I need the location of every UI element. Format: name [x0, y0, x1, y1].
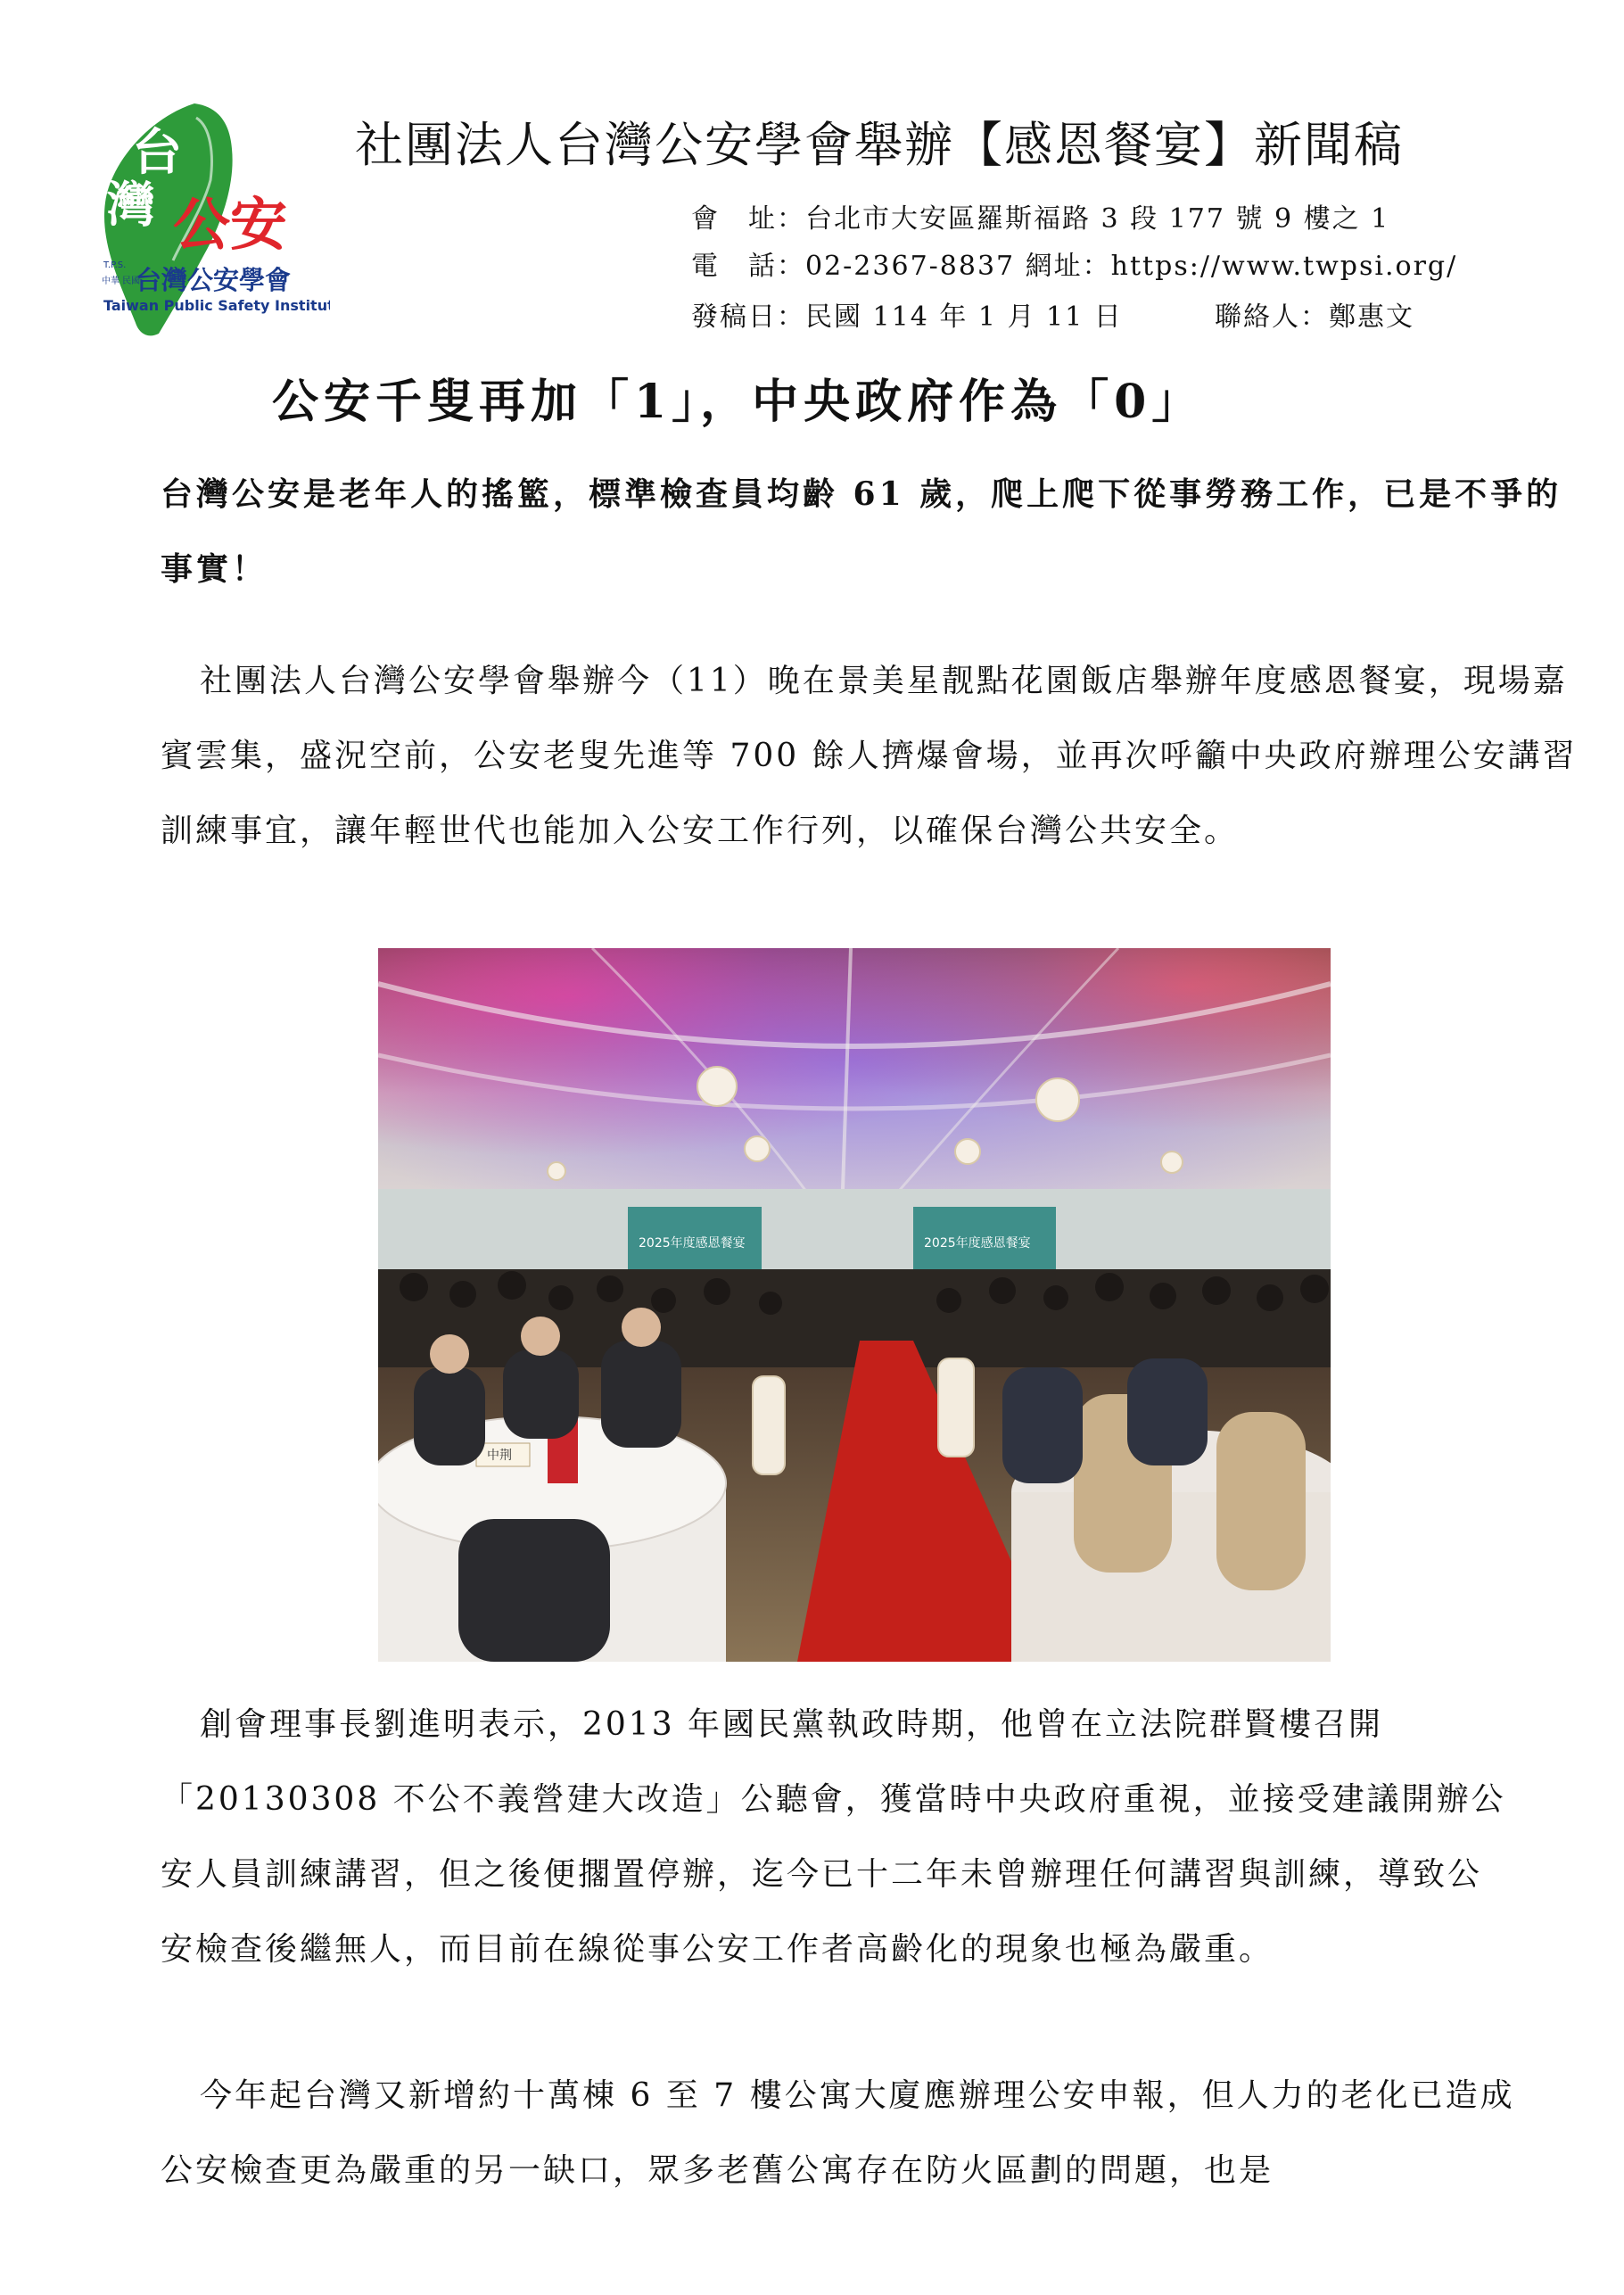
table-name-card: 中荆: [487, 1449, 512, 1463]
logo-text-tps: T.P.S.: [103, 260, 127, 270]
document-title: 社團法人台灣公安學會舉辦【感恩餐宴】新聞稿: [355, 117, 1404, 173]
logo-text-tai: 台: [132, 123, 182, 182]
article-paragraph: 社團法人台灣公安學會舉辦今（11）晚在景美星靓點花園飯店舉辦年度感恩餐宴，現場嘉賓雲集，盛況空前，公安老叟先進等 700 餘人擠爆會場，並再次呼籲中央政府辦理公安講習訓練事宜，讓年輕世代也能加入公安工作行列，以確保台灣公共安全。: [161, 663, 1578, 849]
stage-screen-right: 2025年度感恩餐宴: [924, 1236, 1031, 1251]
contact-address: 會 址：台北市大安區羅斯福路 3 段 177 號 9 樓之 1: [691, 203, 1390, 235]
article-paragraph: 今年起台灣又新增約十萬棟 6 至 7 樓公寓大廈應辦理公安申報，但人力的老化已造成公安檢查更為嚴重的另一缺口，眾多老舊公寓存在防火區劃的問題，也是: [161, 2077, 1515, 2189]
organization-logo: [96, 100, 330, 341]
contact-phone-website: 電 話：02-2367-8837 網址：https://www.twpsi.org/: [691, 251, 1458, 282]
contact-person: 聯絡人：鄭惠文: [1215, 301, 1414, 333]
stage-screen-left: 2025年度感恩餐宴: [639, 1236, 746, 1251]
logo-text-society: 台灣公安學會: [136, 265, 292, 295]
banquet-photo: [378, 948, 1331, 1662]
logo-text-since: 中華 民國: [102, 277, 141, 286]
article-paragraph: 創會理事長劉進明表示，2013 年國民黨執政時期，他曾在立法院群賢樓召開「20130308 不公不義營建大改造」公聽會，獲當時中央政府重視，並接受建議開辦公安人員訓練講習，但之後便擱置停辦，迄今已十二年未曾辦理任何講習與訓練，導致公安檢查後繼無人，而目前在線從事公安工作者高齡化的現象也極為嚴重。: [161, 1706, 1506, 1968]
logo-text-gongan: 公安: [173, 192, 287, 259]
logo-text-english: Taiwan Public Safety Institute: [103, 297, 330, 314]
article-headline: 公安千叟再加「1」，中央政府作為「0」: [272, 375, 1204, 429]
issue-date: 發稿日：民國 114 年 1 月 11 日: [691, 301, 1123, 333]
article-lead: 台灣公安是老年人的搖籃，標準檢查員均齡 61 歲，爬上爬下從事勞務工作，已是不爭的事實！: [161, 475, 1562, 588]
logo-text-wan: 灣: [107, 176, 155, 233]
